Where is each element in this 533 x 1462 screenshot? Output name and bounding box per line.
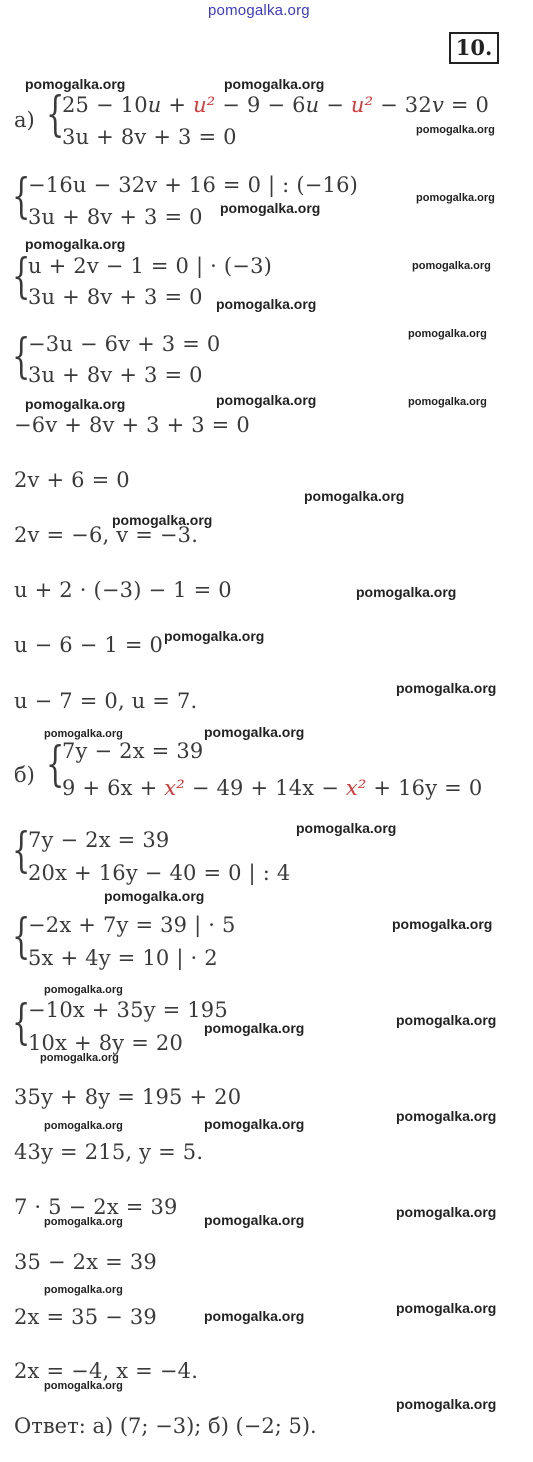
watermark: pomogalka.org (204, 1116, 305, 1132)
b-system2-eq2: 20x + 16y − 40 = 0 | : 4 (28, 861, 291, 885)
watermark: pomogalka.org (40, 1052, 119, 1064)
b-step-3: 7 · 5 − 2x = 39 (14, 1195, 178, 1219)
system-brace: { (46, 86, 65, 142)
part-b-label: б) (14, 763, 35, 787)
watermark: pomogalka.org (396, 680, 497, 696)
a-system3-eq1: u + 2v − 1 = 0 | · (−3) (28, 254, 273, 278)
watermark: pomogalka.org (396, 1012, 497, 1028)
b-step-4: 35 − 2x = 39 (14, 1250, 157, 1274)
system-brace: { (46, 736, 65, 792)
watermark: pomogalka.org (412, 260, 491, 272)
watermark: pomogalka.org (356, 584, 457, 600)
watermark: pomogalka.org (296, 820, 397, 836)
watermark: pomogalka.org (416, 192, 495, 204)
a-system4-eq2: 3u + 8v + 3 = 0 (28, 363, 203, 387)
watermark: pomogalka.org (25, 396, 126, 412)
system-brace: { (12, 168, 31, 224)
system-brace: { (12, 994, 31, 1050)
watermark: pomogalka.org (216, 392, 317, 408)
watermark: pomogalka.org (44, 728, 123, 740)
a-system2-eq2: 3u + 8v + 3 = 0 (28, 205, 203, 229)
problem-number: 10. (449, 32, 499, 64)
watermark: pomogalka.org (164, 628, 265, 644)
b-system1-eq2: 9 + 6x + x² − 49 + 14x − x² + 16y = 0 (62, 776, 483, 800)
watermark: pomogalka.org (112, 512, 213, 528)
watermark: pomogalka.org (396, 1108, 497, 1124)
b-system1-eq1: 7y − 2x = 39 (62, 739, 204, 763)
b-system4-eq1: −10x + 35y = 195 (28, 998, 228, 1022)
watermark: pomogalka.org (25, 236, 126, 252)
watermark: pomogalka.org (25, 76, 126, 92)
watermark-top: pomogalka.org (208, 2, 310, 19)
b-system3-eq1: −2x + 7y = 39 | · 5 (28, 913, 236, 937)
b-step-6: 2x = −4, x = −4. (14, 1359, 199, 1383)
system-brace: { (12, 908, 31, 964)
watermark: pomogalka.org (416, 124, 495, 136)
a-step-2: 2v + 6 = 0 (14, 468, 130, 492)
watermark: pomogalka.org (224, 76, 325, 92)
watermark: pomogalka.org (216, 296, 317, 312)
a-system3-eq2: 3u + 8v + 3 = 0 (28, 285, 203, 309)
watermark: pomogalka.org (396, 1204, 497, 1220)
system-brace: { (12, 822, 31, 878)
watermark: pomogalka.org (408, 396, 487, 408)
answer: Ответ: а) (7; −3); б) (−2; 5). (14, 1414, 317, 1438)
watermark: pomogalka.org (392, 916, 493, 932)
b-system2-eq1: 7y − 2x = 39 (28, 828, 170, 852)
watermark: pomogalka.org (396, 1396, 497, 1412)
watermark: pomogalka.org (44, 1120, 123, 1132)
b-system3-eq2: 5x + 4y = 10 | · 2 (28, 946, 218, 970)
system-brace: { (12, 248, 31, 304)
watermark: pomogalka.org (220, 200, 321, 216)
a-system1-eq2: 3u + 8v + 3 = 0 (62, 125, 237, 149)
watermark: pomogalka.org (204, 1308, 305, 1324)
a-step-1: −6v + 8v + 3 + 3 = 0 (14, 413, 250, 437)
system-brace: { (12, 328, 31, 384)
part-a-label: а) (14, 108, 35, 132)
watermark: pomogalka.org (204, 1020, 305, 1036)
watermark: pomogalka.org (396, 1300, 497, 1316)
a-step-3: 2v = −6, v = −3. (14, 523, 199, 547)
watermark: pomogalka.org (104, 888, 205, 904)
watermark: pomogalka.org (44, 1216, 123, 1228)
watermark: pomogalka.org (204, 1212, 305, 1228)
a-step-5: u − 6 − 1 = 0 (14, 633, 164, 657)
a-step-6: u − 7 = 0, u = 7. (14, 689, 198, 713)
watermark: pomogalka.org (204, 724, 305, 740)
b-step-1: 35y + 8y = 195 + 20 (14, 1085, 242, 1109)
a-step-4: u + 2 · (−3) − 1 = 0 (14, 578, 232, 602)
a-system2-eq1: −16u − 32v + 16 = 0 | : (−16) (28, 173, 359, 197)
a-system4-eq1: −3u − 6v + 3 = 0 (28, 332, 221, 356)
a-system1-eq1: 25 − 10u + u² − 9 − 6u − u² − 32v = 0 (62, 93, 490, 117)
watermark: pomogalka.org (44, 1380, 123, 1392)
watermark: pomogalka.org (408, 328, 487, 340)
b-step-5: 2x = 35 − 39 (14, 1305, 157, 1329)
b-system4-eq2: 10x + 8y = 20 (28, 1031, 184, 1055)
watermark: pomogalka.org (44, 1284, 123, 1296)
watermark: pomogalka.org (44, 984, 123, 996)
b-step-2: 43y = 215, y = 5. (14, 1140, 204, 1164)
watermark: pomogalka.org (304, 488, 405, 504)
